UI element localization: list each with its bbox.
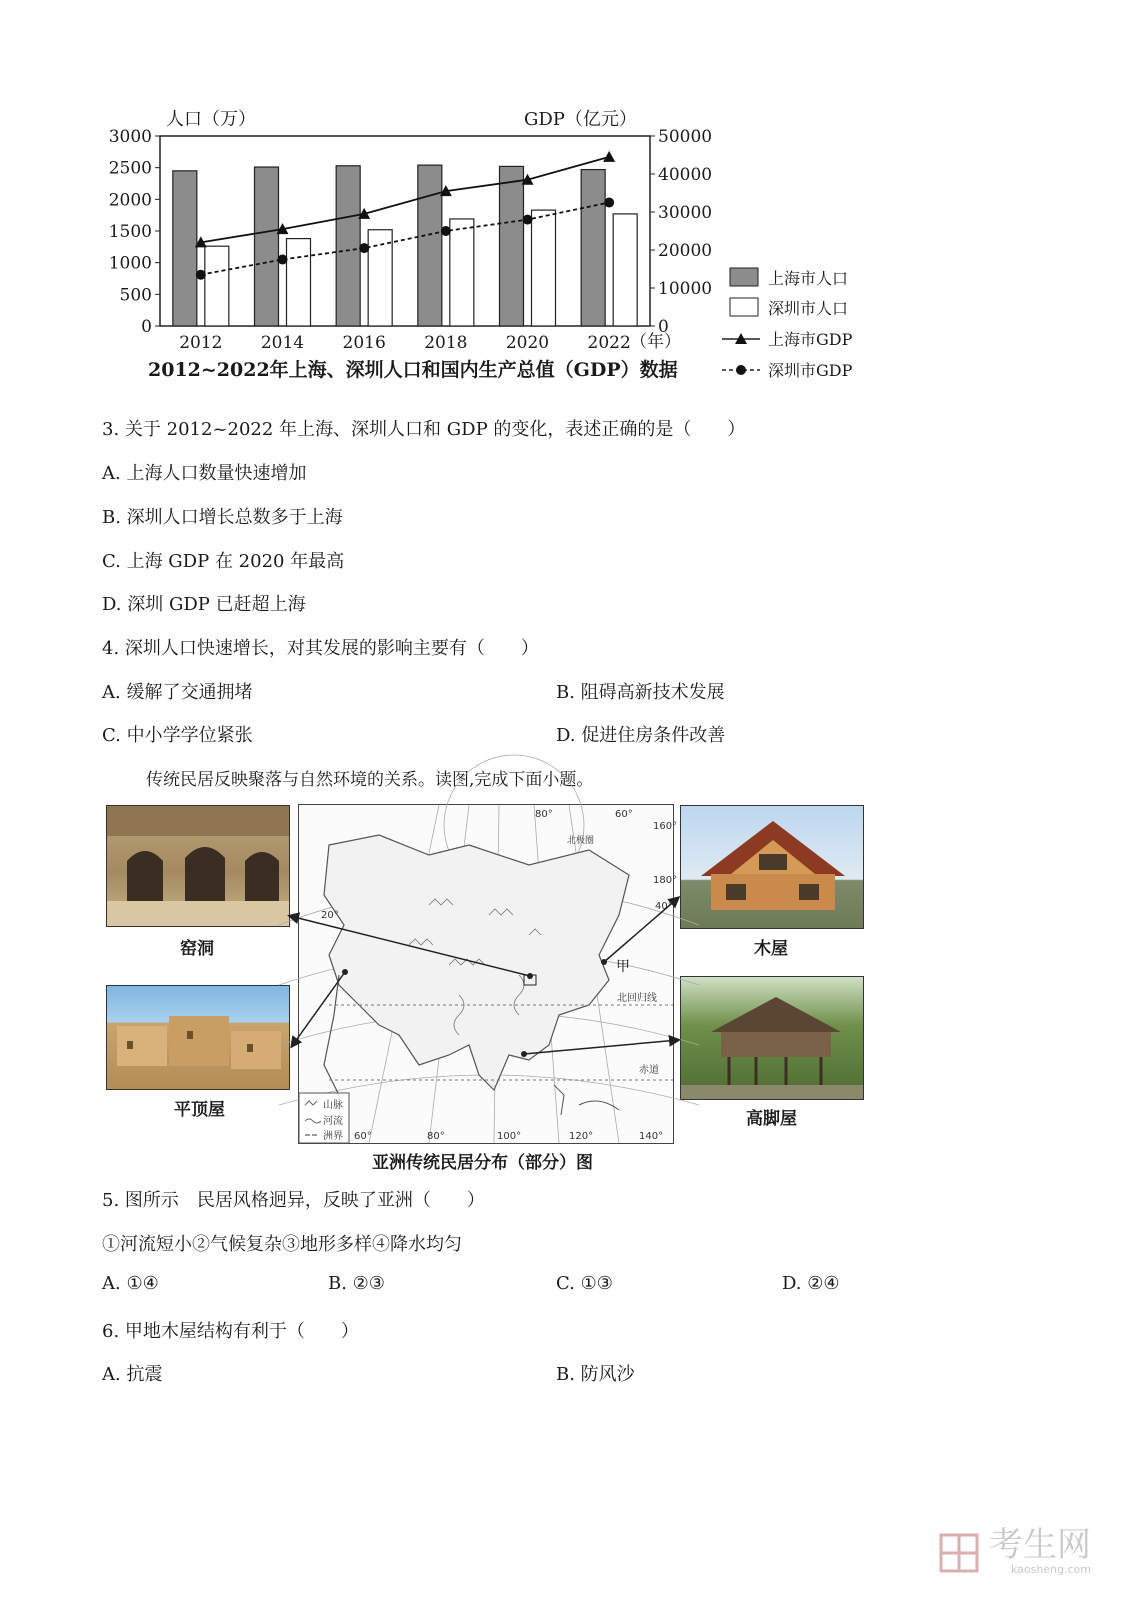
q4-option-a[interactable]: A. 缓解了交通拥堵 bbox=[102, 682, 253, 703]
caption-pingding: 平顶屋 bbox=[174, 1100, 225, 1120]
left-tick-label: 1500 bbox=[108, 222, 152, 242]
legend-label: 上海市GDP bbox=[768, 330, 853, 349]
map-figure-title: 亚洲传统民居分布（部分）图 bbox=[372, 1153, 593, 1173]
legend-label: 深圳市GDP bbox=[768, 361, 853, 380]
legend-label: 上海市人口 bbox=[768, 269, 849, 288]
svg-text:80°: 80° bbox=[427, 1131, 445, 1142]
watermark-brand: 考生网 bbox=[989, 1525, 1091, 1565]
svg-text:160°: 160° bbox=[653, 821, 678, 832]
question-4-stem: 4. 深圳人口快速增长，对其发展的影响主要有（ ） bbox=[102, 638, 539, 659]
svg-text:60°: 60° bbox=[354, 1131, 372, 1142]
caption-yaodong: 窑洞 bbox=[180, 939, 214, 959]
q3-option-b[interactable]: B. 深圳人口增长总数多于上海 bbox=[102, 507, 343, 528]
q3-option-a[interactable]: A. 上海人口数量快速增加 bbox=[102, 463, 307, 484]
question-5-stem: 5. 图所示 民居风格迥异，反映了亚洲（ ） bbox=[102, 1190, 485, 1211]
label-equator: 赤道 bbox=[639, 1065, 659, 1076]
right-tick-label: 40000 bbox=[658, 165, 713, 185]
caption-gaojiao: 高脚屋 bbox=[746, 1109, 797, 1129]
svg-text:140°: 140° bbox=[639, 1131, 664, 1142]
svg-text:40°: 40° bbox=[655, 901, 673, 912]
watermark-url: kaosheng.com bbox=[1010, 1563, 1091, 1576]
left-tick-label: 2500 bbox=[108, 158, 152, 179]
right-tick-label: 50000 bbox=[658, 127, 713, 147]
q5-option-c[interactable]: C. ①③ bbox=[556, 1273, 613, 1294]
label-arctic: 北极圈 bbox=[567, 836, 595, 846]
svg-text:80°: 80° bbox=[535, 809, 553, 820]
caption-muwu: 木屋 bbox=[754, 939, 788, 959]
chart-title: 2012~2022年上海、深圳人口和国内生产总值（GDP）数据 bbox=[148, 359, 678, 381]
svg-text:河流: 河流 bbox=[323, 1116, 343, 1127]
question-3-stem: 3. 关于 2012~2022 年上海、深圳人口和 GDP 的变化，表述正确的是（ ） bbox=[102, 419, 746, 440]
q4-option-d[interactable]: D. 促进住房条件改善 bbox=[556, 725, 726, 746]
svg-text:山脉: 山脉 bbox=[323, 1100, 343, 1111]
left-tick-label: 3000 bbox=[108, 127, 152, 147]
right-axis-label: GDP（亿元） bbox=[524, 109, 637, 130]
legend-label: 深圳市人口 bbox=[768, 299, 849, 318]
x-tick-label: 2016 bbox=[342, 333, 386, 353]
q4-option-b[interactable]: B. 阻碍高新技术发展 bbox=[556, 682, 725, 703]
label-jia: 甲 bbox=[616, 959, 630, 975]
right-tick-label: 20000 bbox=[658, 241, 713, 261]
right-tick-label: 10000 bbox=[658, 279, 713, 299]
right-tick-label: 30000 bbox=[658, 203, 713, 223]
q3-option-d[interactable]: D. 深圳 GDP 已赶超上海 bbox=[102, 594, 306, 615]
svg-text:60°: 60° bbox=[615, 809, 633, 820]
x-tick-label: 2014 bbox=[260, 333, 305, 353]
q5-items: ①河流短小②气候复杂③地形多样④降水均匀 bbox=[102, 1234, 462, 1255]
x-tick-label: 2022 bbox=[587, 333, 631, 353]
svg-text:洲界: 洲界 bbox=[323, 1131, 343, 1142]
x-unit-label: （年） bbox=[630, 332, 681, 352]
q5-option-b[interactable]: B. ②③ bbox=[328, 1273, 385, 1294]
svg-text:180°: 180° bbox=[653, 875, 678, 886]
left-tick-label: 0 bbox=[141, 317, 152, 337]
left-tick-label: 1000 bbox=[108, 253, 152, 274]
x-tick-label: 2012 bbox=[179, 333, 223, 353]
label-tropic: 北回归线 bbox=[617, 993, 657, 1004]
q6-option-b[interactable]: B. 防风沙 bbox=[556, 1364, 635, 1385]
svg-text:120°: 120° bbox=[569, 1131, 594, 1142]
right-tick-label: 0 bbox=[658, 317, 669, 337]
q6-option-a[interactable]: A. 抗震 bbox=[102, 1364, 163, 1385]
intro-text: 传统民居反映聚落与自然环境的关系。读图,完成下面小题。 bbox=[146, 770, 594, 790]
left-tick-label: 2000 bbox=[108, 190, 152, 211]
q4-option-c[interactable]: C. 中小学学位紧张 bbox=[102, 725, 253, 746]
svg-text:100°: 100° bbox=[497, 1131, 522, 1142]
left-tick-label: 500 bbox=[119, 285, 152, 306]
q5-option-a[interactable]: A. ①④ bbox=[102, 1273, 159, 1294]
left-axis-label: 人口（万） bbox=[166, 109, 256, 130]
q3-option-c[interactable]: C. 上海 GDP 在 2020 年最高 bbox=[102, 551, 345, 572]
question-6-stem: 6. 甲地木屋结构有利于（ ） bbox=[102, 1321, 359, 1342]
x-tick-label: 2020 bbox=[505, 333, 550, 353]
svg-text:20°: 20° bbox=[321, 910, 339, 921]
watermark bbox=[989, 1527, 1091, 1576]
x-tick-label: 2018 bbox=[424, 333, 468, 353]
q5-option-d[interactable]: D. ②④ bbox=[782, 1273, 840, 1294]
